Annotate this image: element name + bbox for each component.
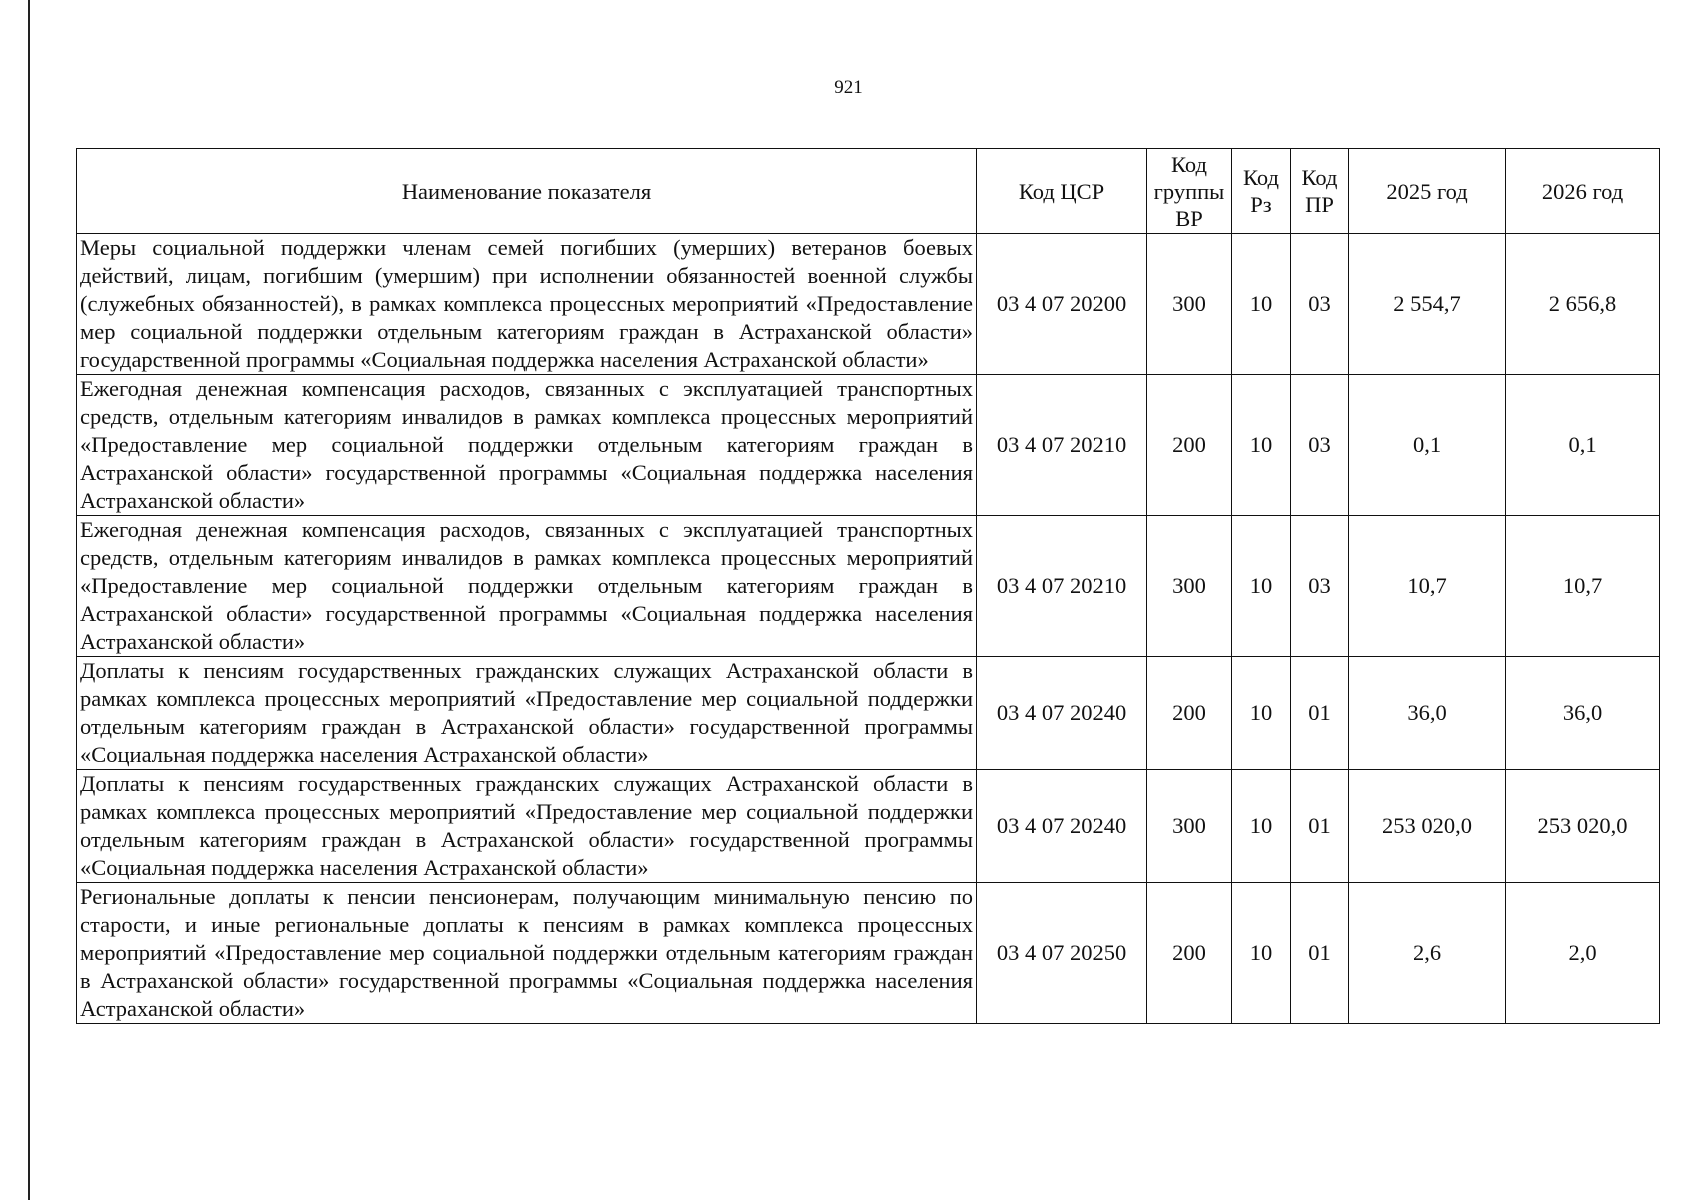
row-csr-code: 03 4 07 20210 bbox=[977, 516, 1147, 657]
row-vr-code: 200 bbox=[1147, 883, 1232, 1024]
page-margin-line bbox=[28, 0, 30, 1200]
header-name: Наименование показателя bbox=[77, 149, 977, 234]
table-row bbox=[77, 516, 1660, 657]
header-2026: 2026 год bbox=[1506, 149, 1660, 234]
row-rz-code: 10 bbox=[1232, 883, 1291, 1024]
header-pr-line1: Код bbox=[1301, 165, 1338, 190]
row-vr-code: 300 bbox=[1147, 234, 1232, 375]
header-vr-line1: Код bbox=[1171, 151, 1207, 177]
header-2025: 2025 год bbox=[1349, 149, 1506, 234]
row-name: Ежегодная денежная компенсация расходов, связанных с эксплуатацией транспортных средств, отдельным категориям инвалидов в рамках комплекса процессных мероприятий «Предоставление мер социальной поддержки отдельным категориям граждан в Астраханской области» государственной программы «Социальная поддержка населения Астраханской области» bbox=[77, 375, 977, 516]
table-row bbox=[77, 375, 1660, 516]
row-amount-2026: 2,0 bbox=[1506, 883, 1660, 1024]
row-rz-code: 10 bbox=[1232, 657, 1291, 770]
row-amount-2025: 2 554,7 bbox=[1349, 234, 1506, 375]
row-name: Доплаты к пенсиям государственных гражданских служащих Астраханской области в рамках комплекса процессных мероприятий «Предоставление мер социальной поддержки отдельным категориям граждан в Астраханской области» государственной программы «Социальная поддержка населения Астраханской области» bbox=[77, 770, 977, 883]
header-rz-line1: Код bbox=[1243, 165, 1279, 190]
table-row bbox=[77, 657, 1660, 770]
row-csr-code: 03 4 07 20240 bbox=[977, 657, 1147, 770]
header-rz bbox=[1232, 149, 1291, 234]
row-rz-code: 10 bbox=[1232, 516, 1291, 657]
row-pr-code: 01 bbox=[1291, 770, 1349, 883]
row-amount-2025: 10,7 bbox=[1349, 516, 1506, 657]
row-rz-code: 10 bbox=[1232, 375, 1291, 516]
table-header-row bbox=[77, 149, 1660, 234]
table-row bbox=[77, 234, 1660, 375]
row-amount-2025: 0,1 bbox=[1349, 375, 1506, 516]
row-name: Ежегодная денежная компенсация расходов, связанных с эксплуатацией транспортных средств, отдельным категориям инвалидов в рамках комплекса процессных мероприятий «Предоставление мер социальной поддержки отдельным категориям граждан в Астраханской области» государственной программы «Социальная поддержка населения Астраханской области» bbox=[77, 516, 977, 657]
header-pr bbox=[1291, 149, 1349, 234]
row-csr-code: 03 4 07 20200 bbox=[977, 234, 1147, 375]
row-amount-2025: 2,6 bbox=[1349, 883, 1506, 1024]
row-vr-code: 300 bbox=[1147, 770, 1232, 883]
row-csr-code: 03 4 07 20210 bbox=[977, 375, 1147, 516]
row-amount-2026: 10,7 bbox=[1506, 516, 1660, 657]
row-amount-2025: 36,0 bbox=[1349, 657, 1506, 770]
row-name: Меры социальной поддержки членам семей погибших (умерших) ветеранов боевых действий, лицам, погибшим (умершим) при исполнении обязанностей военной службы (служебных обязанностей), в рамках комплекса процессных мероприятий «Предоставление мер социальной поддержки отдельным категориям граждан в Астраханской области» государственной программы «Социальная поддержка населения Астраханской области» bbox=[77, 234, 977, 375]
row-vr-code: 200 bbox=[1147, 375, 1232, 516]
row-pr-code: 03 bbox=[1291, 516, 1349, 657]
row-pr-code: 03 bbox=[1291, 234, 1349, 375]
row-rz-code: 10 bbox=[1232, 770, 1291, 883]
row-name: Доплаты к пенсиям государственных гражданских служащих Астраханской области в рамках комплекса процессных мероприятий «Предоставление мер социальной поддержки отдельным категориям граждан в Астраханской области» государственной программы «Социальная поддержка населения Астраханской области» bbox=[77, 657, 977, 770]
table-row bbox=[77, 883, 1660, 1024]
header-vr-line2: группы bbox=[1153, 178, 1225, 204]
row-name: Региональные доплаты к пенсии пенсионерам, получающим минимальную пенсию по старости, и иные региональные доплаты к пенсиям в рамках комплекса процессных мероприятий «Предоставление мер социальной поддержки отдельным категориям граждан в Астраханской области» государственной программы «Социальная поддержка населения Астраханской области» bbox=[77, 883, 977, 1024]
row-csr-code: 03 4 07 20240 bbox=[977, 770, 1147, 883]
budget-table bbox=[76, 148, 1660, 1024]
row-amount-2025: 253 020,0 bbox=[1349, 770, 1506, 883]
row-amount-2026: 0,1 bbox=[1506, 375, 1660, 516]
page-number: 921 bbox=[834, 77, 863, 98]
header-csr: Код ЦСР bbox=[977, 149, 1147, 234]
row-pr-code: 03 bbox=[1291, 375, 1349, 516]
header-pr-line2: ПР bbox=[1305, 192, 1334, 217]
table-row bbox=[77, 770, 1660, 883]
header-vr-line3: ВР bbox=[1175, 205, 1203, 231]
row-csr-code: 03 4 07 20250 bbox=[977, 883, 1147, 1024]
header-rz-line2: Рз bbox=[1250, 192, 1272, 217]
row-vr-code: 300 bbox=[1147, 516, 1232, 657]
row-vr-code: 200 bbox=[1147, 657, 1232, 770]
row-amount-2026: 36,0 bbox=[1506, 657, 1660, 770]
row-pr-code: 01 bbox=[1291, 657, 1349, 770]
header-vr bbox=[1147, 149, 1232, 234]
row-pr-code: 01 bbox=[1291, 883, 1349, 1024]
row-amount-2026: 2 656,8 bbox=[1506, 234, 1660, 375]
row-rz-code: 10 bbox=[1232, 234, 1291, 375]
row-amount-2026: 253 020,0 bbox=[1506, 770, 1660, 883]
